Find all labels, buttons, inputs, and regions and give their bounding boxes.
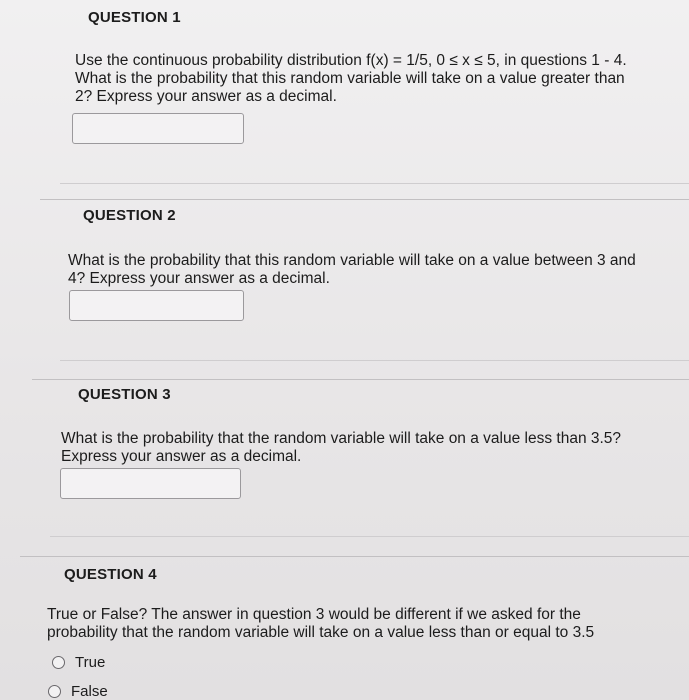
question-1-line-2: What is the probability that this random variable will take on a value greater than [75, 70, 625, 87]
question-1-heading: QUESTION 1 [88, 9, 181, 26]
radio-button-icon[interactable] [48, 685, 61, 698]
question-3-answer-input[interactable] [60, 468, 241, 499]
question-4-line-1: True or False? The answer in question 3 would be different if we asked for the [47, 606, 581, 623]
question-2-answer-input[interactable] [69, 290, 244, 321]
question-4-text [47, 606, 687, 642]
option-true[interactable] [52, 654, 105, 671]
option-false-label: False [71, 683, 108, 700]
question-3-line-2: Express your answer as a decimal. [61, 448, 302, 465]
question-2-text [68, 252, 683, 288]
divider [32, 379, 689, 380]
divider [60, 183, 689, 184]
divider [40, 199, 689, 200]
question-1-line-1: Use the continuous probability distribution f(x) = 1/5, 0 ≤ x ≤ 5, in questions 1 - 4. [75, 52, 627, 69]
question-4-line-2: probability that the random variable will take on a value less than or equal to 3.5 [47, 624, 595, 641]
question-1-answer-input[interactable] [72, 113, 244, 144]
question-3-text [61, 430, 681, 466]
question-2-heading: QUESTION 2 [83, 207, 176, 224]
divider [60, 360, 689, 361]
question-1-line-3: 2? Express your answer as a decimal. [75, 88, 337, 105]
question-3-line-1: What is the probability that the random variable will take on a value less than 3.5? [61, 430, 622, 447]
radio-button-icon[interactable] [52, 656, 65, 669]
question-2-line-1: What is the probability that this random variable will take on a value between 3 and [68, 252, 636, 269]
question-3-heading: QUESTION 3 [78, 386, 171, 403]
option-false[interactable] [48, 683, 108, 700]
question-4-heading: QUESTION 4 [64, 566, 157, 583]
question-2-line-2: 4? Express your answer as a decimal. [68, 270, 330, 287]
divider [50, 536, 689, 537]
option-true-label: True [75, 654, 106, 671]
divider [20, 556, 689, 557]
question-1-text [75, 52, 675, 106]
